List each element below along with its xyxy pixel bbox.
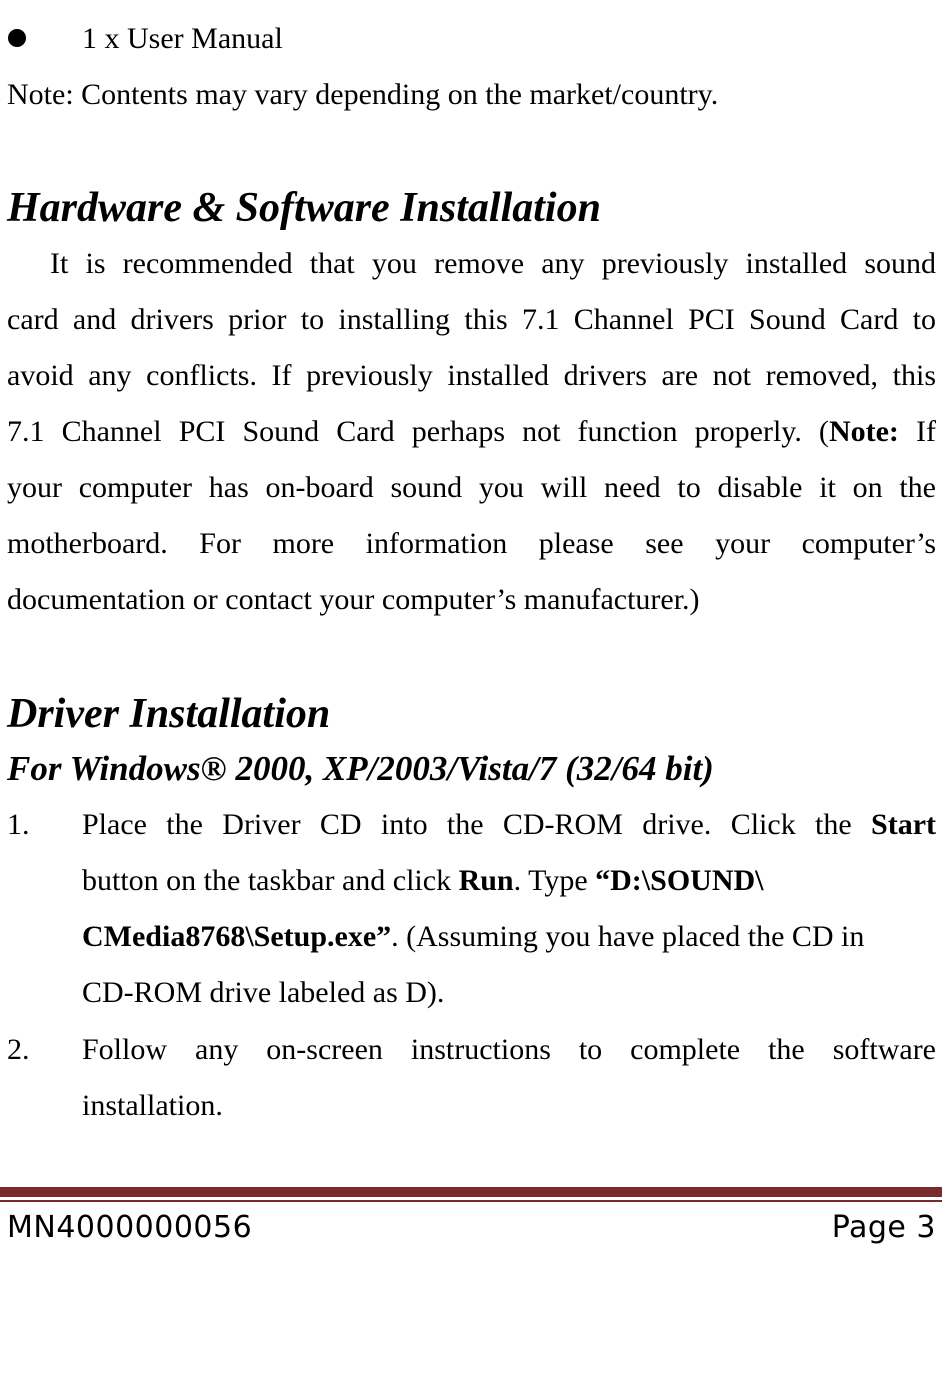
path-part-1: “D:\SOUND\: [595, 864, 764, 897]
paragraph-line-1: It is recommended that you remove any previously installed sound: [50, 247, 936, 280]
step-1-line-2: [82, 862, 936, 900]
step-1-number: 1.: [7, 808, 30, 841]
run-label: Run: [458, 864, 514, 897]
paragraph-line-5: your computer has on-board sound you will need to disable it on the: [7, 471, 936, 504]
note-label: Note:: [828, 415, 899, 448]
path-part-2: CMedia8768\Setup.exe”: [82, 920, 392, 953]
step-1-line-1: [82, 806, 936, 844]
start-label: Start: [871, 808, 936, 841]
step-1-line-4: CD-ROM drive labeled as D).: [82, 976, 445, 1009]
step-1-line-3: [82, 918, 936, 956]
step-1-line-3-text: . (Assuming you have placed the CD in: [391, 920, 865, 953]
bullet-icon: [8, 29, 26, 47]
paragraph-line-6: motherboard. For more information please see your computer’s: [7, 527, 936, 560]
step-1-line-2-text: button on the taskbar and click: [82, 864, 459, 897]
step-1-line-1-text: Place the Driver CD into the CD-ROM drive. Click the: [82, 808, 872, 841]
paragraph-line-7: documentation or contact your computer’s manufacturer.): [7, 583, 700, 616]
page-number: Page 3: [831, 1210, 936, 1245]
step-2-line-2: installation.: [82, 1089, 223, 1122]
bullet-item: 1 x User Manual: [82, 22, 283, 55]
footer-rule-thin: [0, 1200, 942, 1202]
footer-rule-thick: [0, 1187, 942, 1197]
driver-section-subtitle: For Windows® 2000, XP/2003/Vista/7 (32/64 bit): [7, 749, 714, 788]
paragraph-line-2: card and drivers prior to installing this 7.1 Channel PCI Sound Card to: [7, 303, 936, 336]
document-id: MN4000000056: [7, 1210, 253, 1245]
step-2-line-1: Follow any on-screen instructions to complete the software: [82, 1033, 936, 1066]
driver-section-title: Driver Installation: [7, 691, 331, 737]
paragraph-line-4-tail: If: [898, 415, 936, 448]
step-1-line-2-mid: . Type: [513, 864, 596, 897]
note-text: Note: Contents may vary depending on the market/country.: [7, 78, 719, 111]
paragraph-line-4: [7, 413, 936, 451]
step-2-number: 2.: [7, 1033, 30, 1066]
paragraph-line-4-text: 7.1 Channel PCI Sound Card perhaps not function properly. (: [7, 415, 829, 448]
paragraph-line-3: avoid any conflicts. If previously installed drivers are not removed, this: [7, 359, 936, 392]
hardware-section-title: Hardware & Software Installation: [7, 185, 601, 231]
